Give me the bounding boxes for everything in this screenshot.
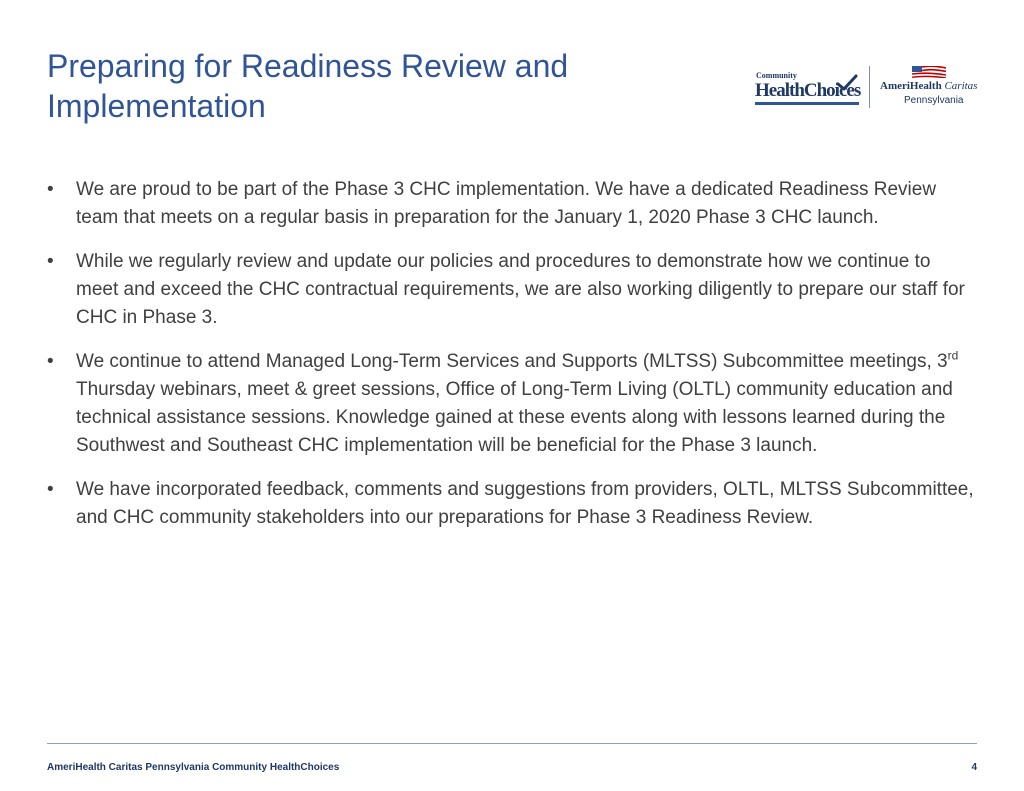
bullet-superscript: rd [947,348,959,363]
flag-icon [912,66,946,78]
header-logos [754,66,980,108]
bullet-marker: • [47,251,54,272]
bullet-item [47,348,977,460]
amerihealth-caritas-logo [880,66,980,108]
logo-divider [869,66,870,108]
bullet-marker: • [47,351,54,372]
bullet-item [47,248,977,332]
page-number: 4 [971,762,977,773]
ahc-logo-name-italic: Caritas [944,80,978,92]
footer-divider [47,743,977,744]
bullet-text: We are proud to be part of the Phase 3 CHC implementation. We have a dedicated Readiness Review team that meets on a regular basis in preparation for the January 1, 2020 Phase 3 CHC launch. [76,179,937,228]
slide-title: Preparing for Readiness Review and Implementation [47,48,569,124]
bullet-text-before: We continue to attend Managed Long-Term Services and Supports (MLTSS) Subcommittee meetings, 3 [76,351,948,372]
ahc-logo-name-bold: AmeriHealth [880,80,942,92]
chc-logo-name-text: HealthChoices [755,80,861,101]
bullet-item [47,476,977,532]
bullet-list [47,176,977,548]
bullet-marker: • [47,179,54,200]
bullet-text-after: Thursday webinars, meet & greet sessions, Office of Long-Term Living (OLTL) community education and technical assistance sessions. Knowledge gained at these events along with lessons learned during the Southwest and Southeast CHC implementation will be beneficial for the Phase 3 launch. [76,379,953,456]
checkmark-icon [836,74,858,92]
community-healthchoices-logo [754,72,860,104]
bullet-item [47,176,977,232]
bullet-text: While we regularly review and update our policies and procedures to demonstrate how we continue to meet and exceed the CHC contractual requirements, we are also working diligently to prepare our staff for CHC in Phase 3. [76,251,965,328]
bullet-marker: • [47,479,54,500]
ahc-logo-name [880,80,977,92]
chc-logo-community-text: Community [756,71,797,80]
bullet-text: We have incorporated feedback, comments and suggestions from providers, OLTL, MLTSS Subcommittee, and CHC community stakeholders into our preparations for Phase 3 Readiness Review. [76,479,974,528]
footer-organization: AmeriHealth Caritas Pennsylvania Community HealthChoices [47,762,340,773]
ahc-logo-state: Pennsylvania [904,95,964,106]
chc-logo-underline [755,102,859,105]
